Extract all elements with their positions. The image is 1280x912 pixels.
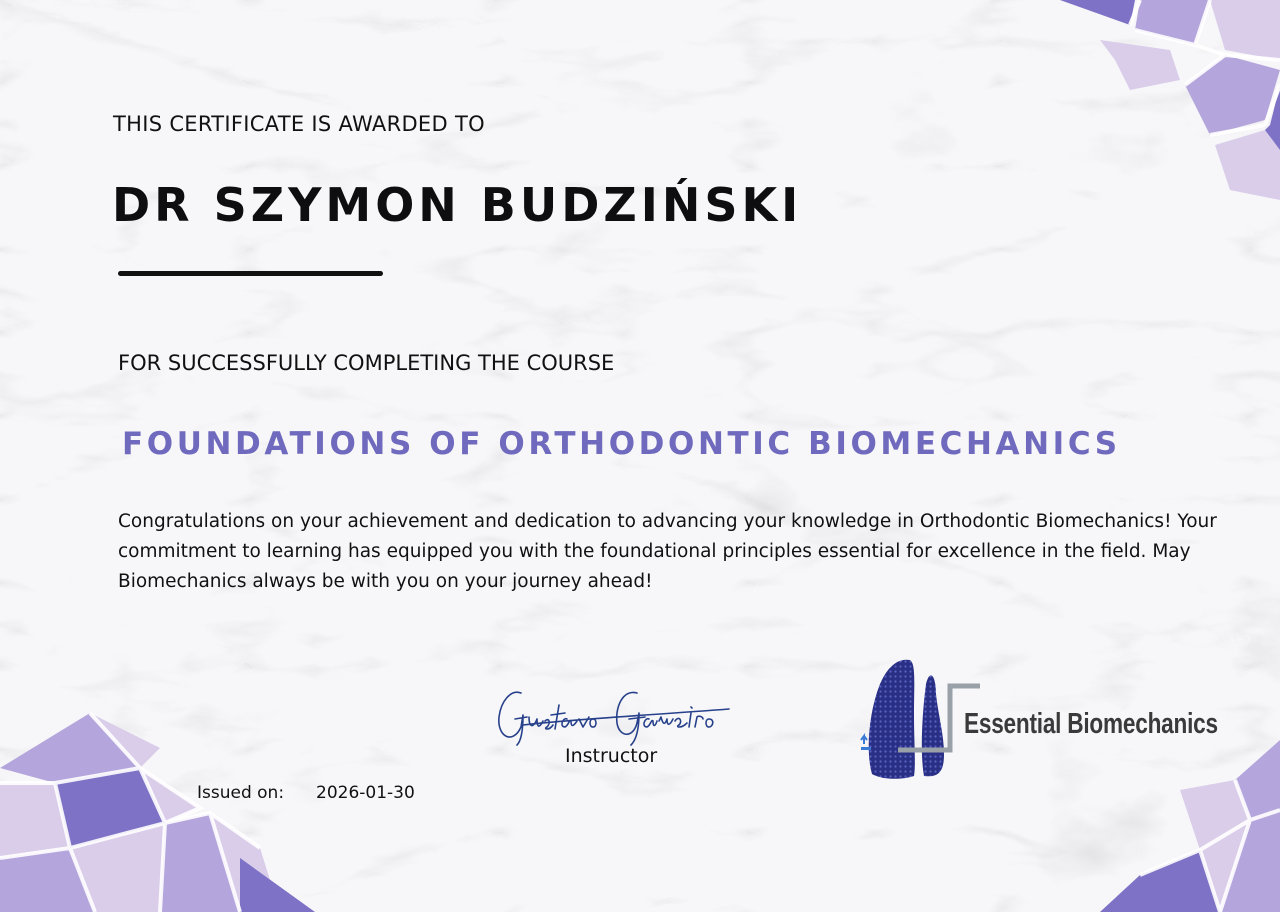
congratulations-message: Congratulations on your achievement and dedication to advancing your knowledge in Orthodontic Biomechanics! Your commitment to learning has equipped you with the foundational principles essential for excellence in the field. May Biomechanics always be with you on your journey ahead! xyxy=(118,511,1217,592)
issued-date-value: 2026-01-30 xyxy=(316,783,415,803)
course-title: FOUNDATIONS OF ORTHODONTIC BIOMECHANICS xyxy=(122,426,1121,462)
tooth-logo-icon xyxy=(858,654,980,780)
bottom-left-gem-decoration xyxy=(0,708,320,912)
instructor-signature xyxy=(493,679,733,751)
top-right-gem-decoration xyxy=(1060,0,1280,200)
completion-statement: FOR SUCCESSFULLY COMPLETING THE COURSE xyxy=(118,351,615,375)
brand-logo-text: Essential Biomechanics xyxy=(964,708,1218,740)
certificate-heading: THIS CERTIFICATE IS AWARDED TO xyxy=(113,112,485,136)
signature-role-label: Instructor xyxy=(565,745,658,767)
issued-date-label: Issued on: xyxy=(197,783,285,803)
recipient-name: DR SZYMON BUDZIŃSKI xyxy=(112,178,803,232)
name-underline-divider xyxy=(118,271,383,276)
bottom-right-gem-decoration xyxy=(1100,740,1280,912)
